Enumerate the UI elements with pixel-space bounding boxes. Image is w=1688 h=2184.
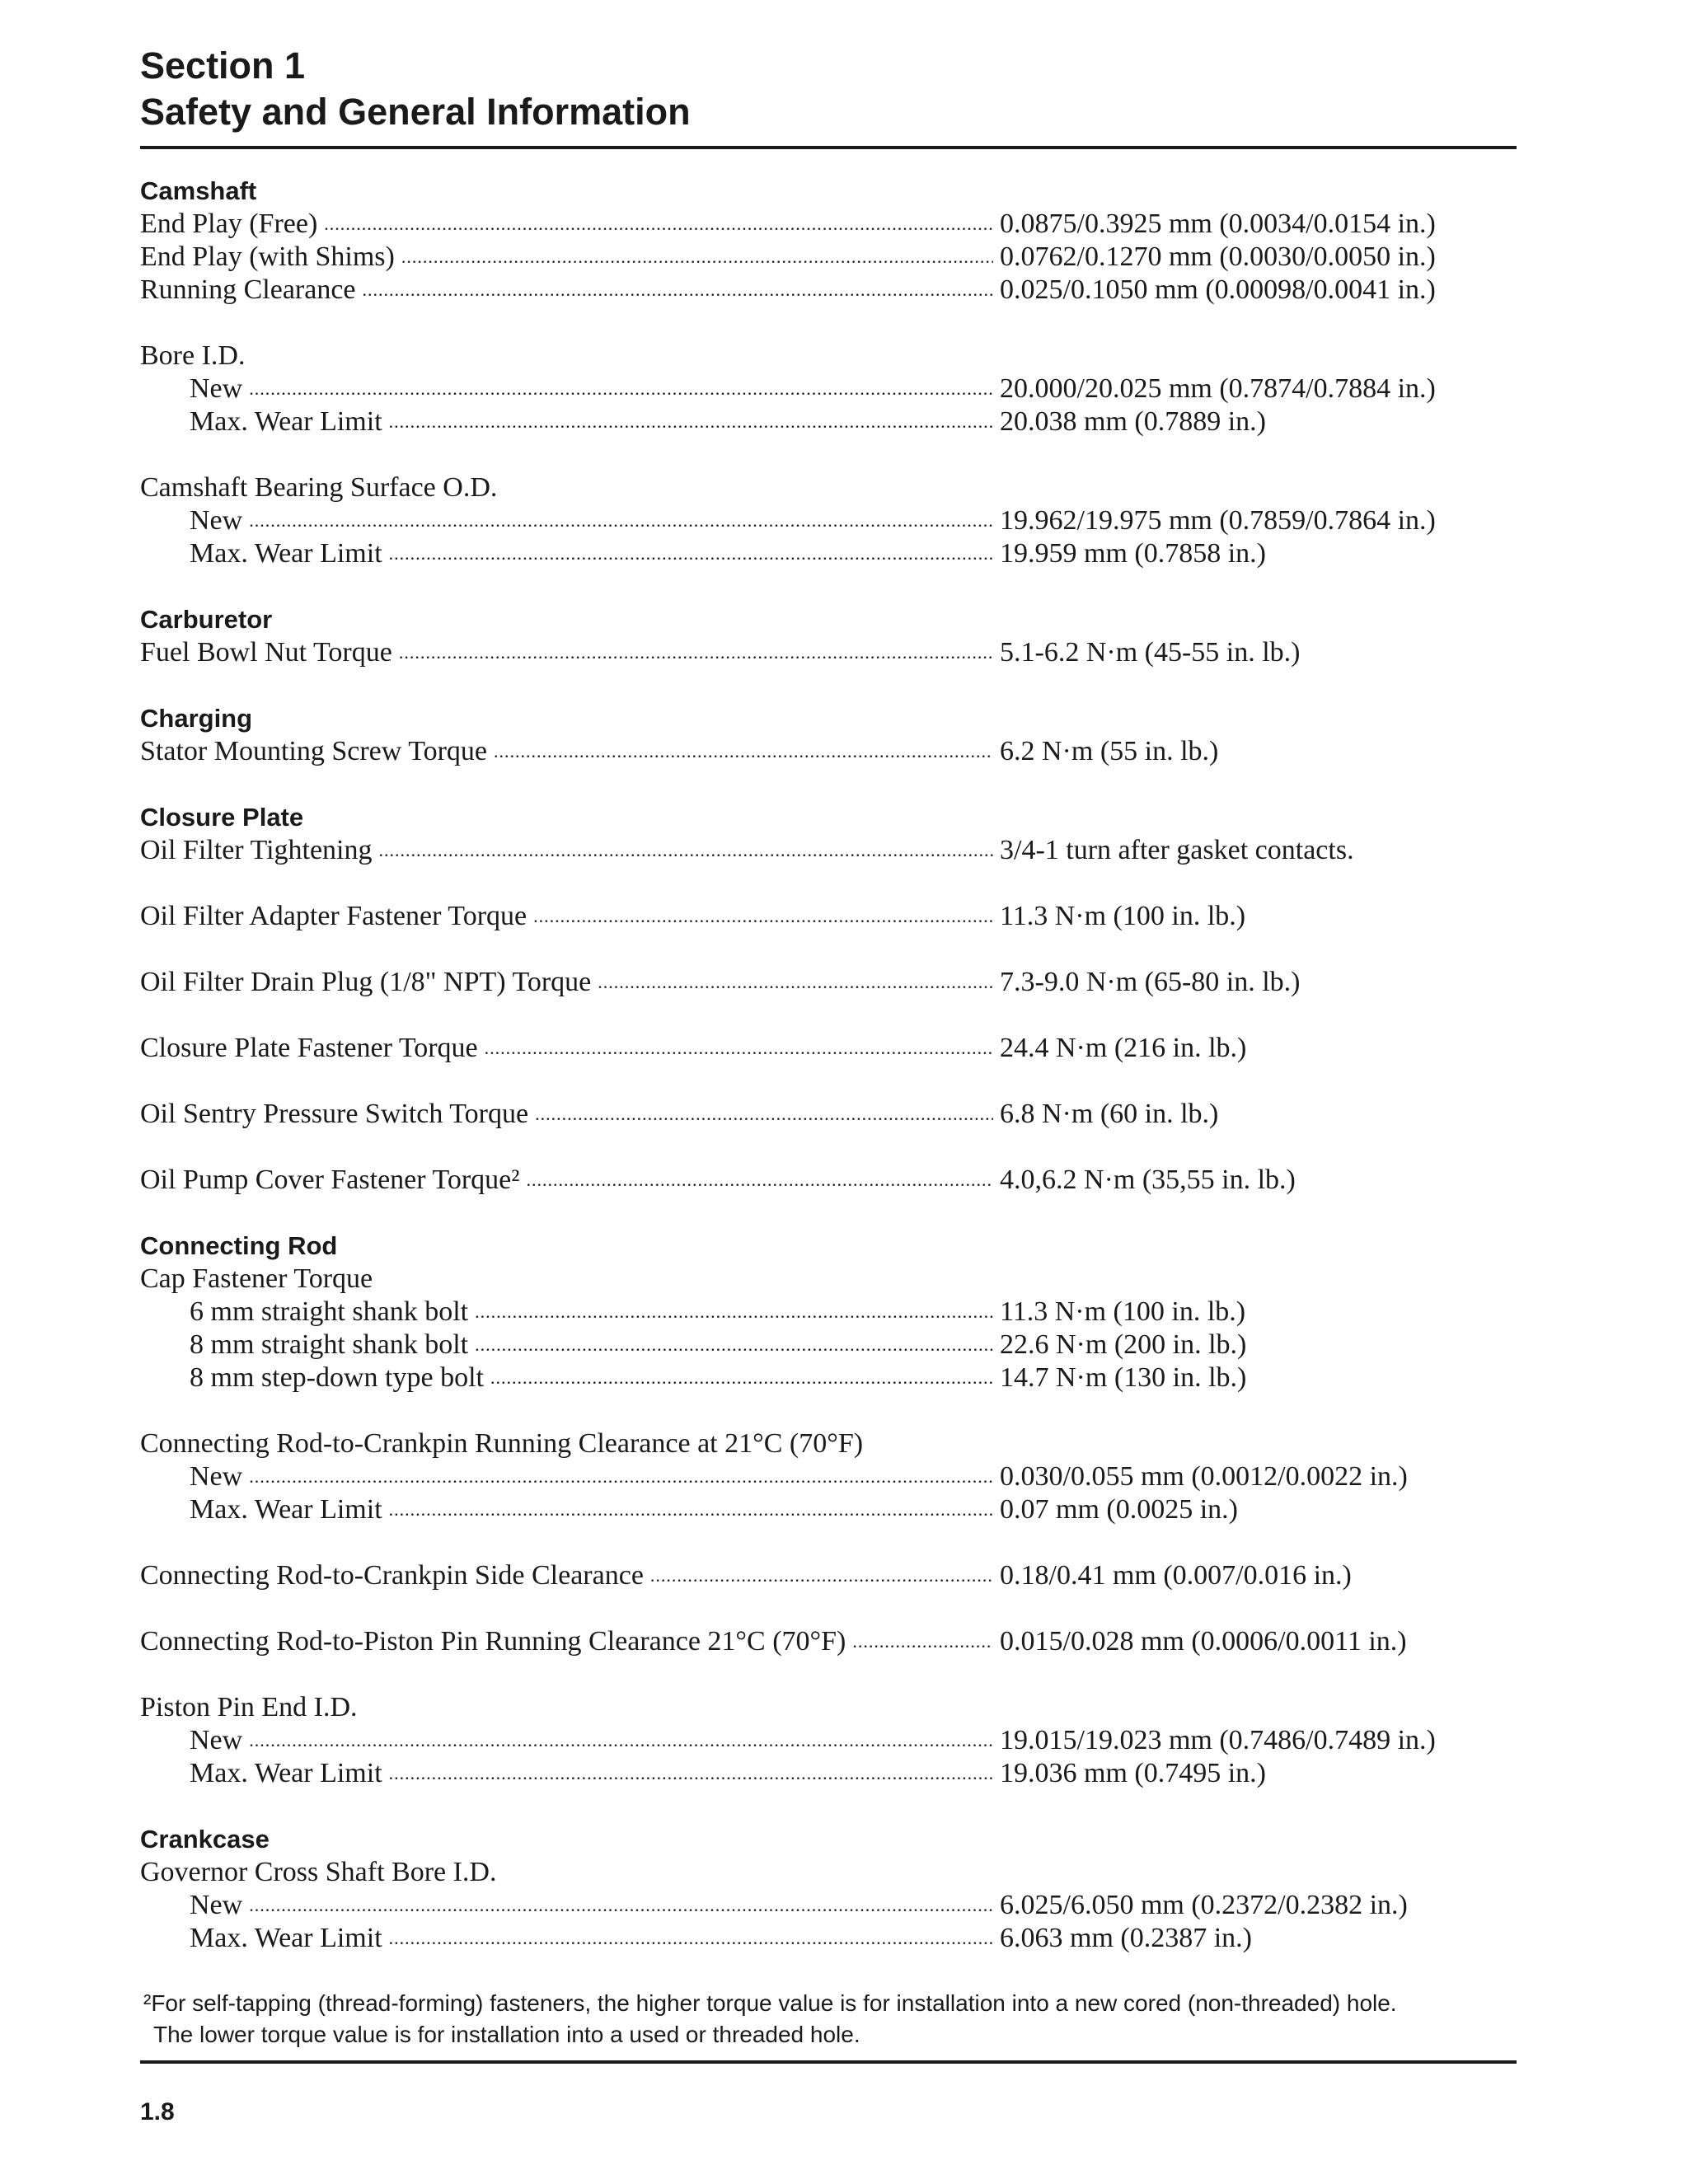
spec-label-wrap	[140, 637, 993, 668]
spec-label-wrap	[140, 1494, 993, 1526]
spec-row	[140, 1889, 1517, 1922]
spec-label: New	[190, 1725, 243, 1755]
group-label-text: Cap Fastener Torque	[140, 1263, 373, 1294]
spec-group-label	[140, 1856, 1517, 1889]
spec-row	[140, 1361, 1517, 1394]
spec-value: 0.0875/0.3925 mm (0.0034/0.0154 in.)	[1000, 209, 1436, 239]
spec-value: 6.063 mm (0.2387 in.)	[1000, 1923, 1252, 1953]
dot-leader	[389, 411, 993, 433]
spec-label: Fuel Bowl Nut Torque	[140, 637, 392, 668]
spec-label: 8 mm step-down type bolt	[190, 1362, 484, 1393]
spec-label: End Play (Free)	[140, 209, 318, 239]
spec-label: Closure Plate Fastener Torque	[140, 1033, 478, 1063]
spec-row	[140, 1625, 1517, 1658]
spec-value: 0.015/0.028 mm (0.0006/0.0011 in.)	[1000, 1626, 1407, 1657]
spec-label-wrap	[140, 1329, 993, 1361]
heading-text: Carburetor	[140, 605, 273, 634]
spec-row	[140, 1493, 1517, 1526]
spec-row	[140, 1296, 1517, 1329]
spec-value: 4.0,6.2 N·m (35,55 in. lb.)	[1000, 1165, 1296, 1195]
page-header	[140, 43, 691, 135]
dot-leader	[399, 642, 993, 663]
spec-group-label	[140, 340, 1517, 373]
spec-row	[140, 1922, 1517, 1955]
spec-value: 0.18/0.41 mm (0.007/0.016 in.)	[1000, 1560, 1352, 1591]
spec-value: 6.8 N·m (60 in. lb.)	[1000, 1099, 1219, 1129]
footnote-line-2: The lower torque value is for installation into a used or threaded hole.	[153, 2022, 860, 2047]
footer-divider	[140, 2060, 1517, 2064]
dot-leader	[852, 1631, 993, 1652]
spec-label: Max. Wear Limit	[190, 1923, 382, 1953]
spec-value: 0.0762/0.1270 mm (0.0030/0.0050 in.)	[1000, 241, 1436, 272]
dot-leader	[490, 1367, 993, 1389]
dot-leader	[401, 246, 993, 268]
spec-label-wrap	[140, 1758, 993, 1789]
spec-label-wrap	[140, 1626, 993, 1657]
spec-label-wrap	[140, 1923, 993, 1954]
spec-label: New	[190, 505, 243, 536]
spec-group-label	[140, 1263, 1517, 1296]
spec-value: 19.962/19.975 mm (0.7859/0.7864 in.)	[1000, 505, 1436, 536]
spec-label: Max. Wear Limit	[190, 406, 382, 437]
spec-value: 20.000/20.025 mm (0.7874/0.7884 in.)	[1000, 373, 1436, 404]
spec-value: 19.959 mm (0.7858 in.)	[1000, 538, 1266, 569]
page-number: 1.8	[140, 2098, 175, 2125]
spec-label: Running Clearance	[140, 274, 356, 305]
spec-value: 6.025/6.050 mm (0.2372/0.2382 in.)	[1000, 1890, 1408, 1920]
spec-row	[140, 834, 1517, 867]
dot-leader	[598, 972, 993, 993]
spec-label-wrap	[140, 1296, 993, 1328]
footnote-line-1: ²For self-tapping (thread-forming) fasteners, the higher torque value is for installation into a new cored (non-threaded) hole.	[143, 1990, 1397, 2016]
section-heading	[140, 1230, 1517, 1263]
spec-row	[140, 966, 1517, 999]
spec-row	[140, 1559, 1517, 1592]
spec-value: 11.3 N·m (100 in. lb.)	[1000, 901, 1246, 931]
spec-label: End Play (with Shims)	[140, 241, 395, 272]
spec-row	[140, 274, 1517, 307]
footnote	[143, 1988, 1520, 2050]
spec-label-wrap	[140, 967, 993, 998]
spec-label: Connecting Rod-to-Piston Pin Running Clearance 21°C (70°F)	[140, 1626, 846, 1657]
dot-leader	[379, 840, 994, 861]
spec-row	[140, 1164, 1517, 1197]
dot-leader	[485, 1038, 993, 1059]
spec-label-wrap	[140, 1461, 993, 1493]
heading-text: Crankcase	[140, 1825, 270, 1854]
spec-value: 0.07 mm (0.0025 in.)	[1000, 1494, 1238, 1525]
spec-label-wrap	[140, 505, 993, 537]
spec-label-wrap	[140, 1362, 993, 1394]
dot-leader	[533, 906, 993, 927]
spec-value: 19.015/19.023 mm (0.7486/0.7489 in.)	[1000, 1725, 1436, 1755]
section-heading	[140, 1823, 1517, 1856]
spec-label: Oil Filter Drain Plug (1/8" NPT) Torque	[140, 967, 592, 997]
spec-row	[140, 1724, 1517, 1757]
spec-row	[140, 1757, 1517, 1790]
dot-leader	[249, 510, 993, 532]
spec-label-wrap	[140, 835, 993, 866]
dot-leader	[389, 1928, 993, 1949]
spec-row	[140, 1460, 1517, 1493]
section-heading	[140, 801, 1517, 834]
spec-value: 0.030/0.055 mm (0.0012/0.0022 in.)	[1000, 1461, 1408, 1492]
spec-label-wrap	[140, 901, 993, 932]
spec-value: 11.3 N·m (100 in. lb.)	[1000, 1296, 1246, 1327]
spec-row	[140, 1329, 1517, 1361]
dot-leader	[249, 1730, 993, 1751]
dot-leader	[475, 1334, 993, 1356]
spec-label: Oil Sentry Pressure Switch Torque	[140, 1099, 529, 1129]
dot-leader	[475, 1301, 993, 1323]
dot-leader	[249, 1895, 993, 1916]
spec-row	[140, 405, 1517, 438]
spec-row	[140, 504, 1517, 537]
spec-label: Max. Wear Limit	[190, 1758, 382, 1788]
spec-label-wrap	[140, 538, 993, 569]
spec-value: 3/4-1 turn after gasket contacts.	[1000, 835, 1354, 865]
spec-label: New	[190, 1890, 243, 1920]
spec-label: Oil Pump Cover Fastener Torque²	[140, 1165, 520, 1195]
spec-list	[140, 175, 1517, 1955]
dot-leader	[650, 1565, 993, 1586]
spec-group-label	[140, 1691, 1517, 1724]
header-divider	[140, 146, 1517, 149]
heading-text: Closure Plate	[140, 803, 304, 832]
spec-label-wrap	[140, 1165, 993, 1196]
section-heading	[140, 603, 1517, 636]
spec-label-wrap	[140, 1099, 993, 1130]
spec-row	[140, 636, 1517, 669]
spec-label: 6 mm straight shank bolt	[190, 1296, 469, 1327]
spec-value: 6.2 N·m (55 in. lb.)	[1000, 736, 1219, 766]
spec-value: 20.038 mm (0.7889 in.)	[1000, 406, 1266, 437]
spec-label: Max. Wear Limit	[190, 1494, 382, 1525]
dot-leader	[389, 543, 993, 565]
group-label-text: Camshaft Bearing Surface O.D.	[140, 472, 498, 503]
dot-leader	[249, 1466, 993, 1488]
group-label-text: Bore I.D.	[140, 340, 246, 371]
group-label-text: Piston Pin End I.D.	[140, 1692, 358, 1722]
spec-group-label	[140, 1427, 1517, 1460]
spec-row	[140, 1032, 1517, 1065]
spec-label-wrap	[140, 1033, 993, 1064]
spec-label: New	[190, 373, 243, 404]
heading-text: Charging	[140, 704, 253, 733]
spec-label: Connecting Rod-to-Crankpin Side Clearance	[140, 1560, 644, 1591]
dot-leader	[389, 1499, 993, 1521]
dot-leader	[249, 378, 993, 400]
group-label-text: Connecting Rod-to-Crankpin Running Clearance at 21°C (70°F)	[140, 1428, 864, 1459]
spec-row	[140, 900, 1517, 933]
spec-group-label	[140, 471, 1517, 504]
dot-leader	[535, 1104, 993, 1125]
spec-value: 19.036 mm (0.7495 in.)	[1000, 1758, 1266, 1788]
spec-label-wrap	[140, 736, 993, 767]
spec-value: 0.025/0.1050 mm (0.00098/0.0041 in.)	[1000, 274, 1436, 305]
spec-row	[140, 735, 1517, 768]
spec-label: New	[190, 1461, 243, 1492]
spec-row	[140, 537, 1517, 570]
heading-text: Camshaft	[140, 176, 257, 205]
dot-leader	[324, 213, 993, 235]
spec-label-wrap	[140, 1725, 993, 1756]
heading-text: Connecting Rod	[140, 1231, 338, 1260]
spec-label-wrap	[140, 241, 993, 273]
section-heading	[140, 175, 1517, 208]
spec-label-wrap	[140, 274, 993, 306]
spec-value: 24.4 N·m (216 in. lb.)	[1000, 1033, 1247, 1063]
spec-label-wrap	[140, 406, 993, 438]
spec-label: 8 mm straight shank bolt	[190, 1329, 469, 1360]
spec-value: 5.1-6.2 N·m (45-55 in. lb.)	[1000, 637, 1301, 668]
spec-label-wrap	[140, 1560, 993, 1591]
section-title: Safety and General Information	[140, 91, 691, 133]
spec-label: Oil Filter Adapter Fastener Torque	[140, 901, 528, 931]
spec-row	[140, 241, 1517, 274]
group-label-text: Governor Cross Shaft Bore I.D.	[140, 1857, 497, 1887]
spec-value: 7.3-9.0 N·m (65-80 in. lb.)	[1000, 967, 1301, 997]
spec-label-wrap	[140, 209, 993, 240]
spec-label: Max. Wear Limit	[190, 538, 382, 569]
spec-label-wrap	[140, 373, 993, 405]
dot-leader	[389, 1763, 993, 1784]
spec-label: Oil Filter Tightening	[140, 835, 373, 865]
spec-row	[140, 208, 1517, 241]
dot-leader	[526, 1169, 993, 1191]
spec-label: Stator Mounting Screw Torque	[140, 736, 487, 766]
spec-row	[140, 373, 1517, 405]
section-heading	[140, 702, 1517, 735]
dot-leader	[363, 279, 993, 301]
spec-row	[140, 1098, 1517, 1131]
dot-leader	[494, 741, 993, 762]
spec-value: 22.6 N·m (200 in. lb.)	[1000, 1329, 1247, 1360]
spec-label-wrap	[140, 1890, 993, 1921]
section-number: Section 1	[140, 45, 306, 87]
spec-value: 14.7 N·m (130 in. lb.)	[1000, 1362, 1247, 1393]
